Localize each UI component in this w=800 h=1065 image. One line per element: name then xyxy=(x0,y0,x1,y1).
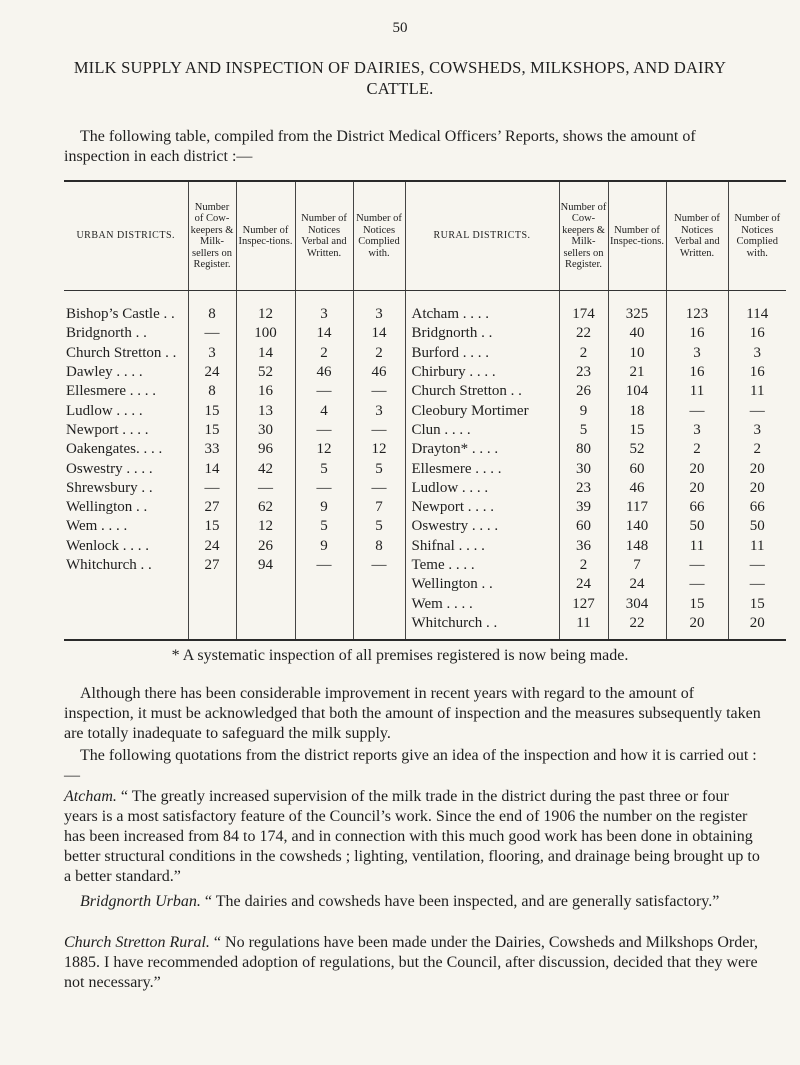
urban-keepers-cell xyxy=(188,594,236,613)
header-rural-inspections: Number of Inspec-tions. xyxy=(608,181,666,291)
rural-notices-complied-cell: 3 xyxy=(728,344,786,363)
urban-inspections-cell: 26 xyxy=(236,537,295,556)
quote-church-stretton-label: Church Stretton Rural. xyxy=(64,934,210,951)
urban-notices-verbal-cell: — xyxy=(295,421,353,440)
urban-keepers-cell xyxy=(188,575,236,594)
urban-district-cell: Oakengates. . . . xyxy=(66,441,163,458)
urban-notices-verbal-cell: 9 xyxy=(295,498,353,517)
rural-inspections-cell: 148 xyxy=(608,537,666,556)
rural-notices-verbal-cell: 2 xyxy=(666,440,728,459)
rural-keepers-cell: 5 xyxy=(559,421,608,440)
rural-inspections-cell: 22 xyxy=(608,614,666,640)
urban-keepers-cell: 8 xyxy=(188,382,236,401)
urban-keepers-cell: — xyxy=(188,479,236,498)
urban-notices-complied-cell: 46 xyxy=(353,363,405,382)
table-row xyxy=(64,614,786,640)
quote-atcham-text: “ The greatly increased supervision of the milk trade in the district during the past three or four years is a most satisfactory feature of the Council’s work. Since the end of 1906 the number on the register has been increased from 84 to 174, and in connection with this much good work has been done in obtaining better structural conditions in the cowsheds ; lighting, ventilation, flooring, and drainage being brought up to a better standard.” xyxy=(64,788,760,885)
table-row xyxy=(64,479,786,498)
rural-keepers-cell: 26 xyxy=(559,382,608,401)
rural-keepers-cell: 2 xyxy=(559,556,608,575)
rural-notices-complied-cell: — xyxy=(728,556,786,575)
table-row xyxy=(64,575,786,594)
table-row xyxy=(64,459,786,478)
rural-notices-verbal-cell: 3 xyxy=(666,421,728,440)
rural-notices-complied-cell: 114 xyxy=(728,291,786,325)
header-rural-notices-complied: Number of Notices Complied with. xyxy=(728,181,786,291)
page-number: 50 xyxy=(392,20,408,36)
intro-text: The following table, compiled from the District Medical Officers’ Reports, shows the amount of inspection in each district :— xyxy=(64,128,696,165)
urban-district-cell: Shrewsbury . . xyxy=(66,479,153,496)
urban-inspections-cell: 62 xyxy=(236,498,295,517)
rural-keepers-cell: 174 xyxy=(559,291,608,325)
rural-notices-complied-cell: — xyxy=(728,575,786,594)
rural-notices-complied-cell: 11 xyxy=(728,382,786,401)
urban-inspections-cell: 12 xyxy=(236,517,295,536)
urban-notices-verbal-cell: 46 xyxy=(295,363,353,382)
quote-church-stretton xyxy=(64,933,764,993)
rural-notices-complied-cell: 50 xyxy=(728,517,786,536)
header-rural-notices-verbal: Number of Notices Verbal and Written. xyxy=(666,181,728,291)
rural-notices-verbal-cell: 3 xyxy=(666,344,728,363)
rural-notices-complied-cell: 2 xyxy=(728,440,786,459)
quote-bridgnorth-text: “ The dairies and cowsheds have been inspected, and are generally satisfactory.” xyxy=(200,893,720,910)
rural-district-cell: Teme . . . . xyxy=(405,556,559,575)
table-row xyxy=(64,440,786,459)
urban-keepers-cell: 27 xyxy=(188,498,236,517)
urban-notices-complied-cell: 5 xyxy=(353,517,405,536)
header-urban-districts: URBAN DISTRICTS. xyxy=(64,181,188,291)
rural-notices-complied-cell: 15 xyxy=(728,594,786,613)
rural-notices-verbal-cell: 20 xyxy=(666,459,728,478)
rural-district-cell: Drayton* . . . . xyxy=(405,440,559,459)
urban-district-cell: Bishop’s Castle . . xyxy=(66,306,175,323)
urban-keepers-cell xyxy=(188,614,236,640)
urban-inspections-cell: 94 xyxy=(236,556,295,575)
urban-notices-complied-cell: — xyxy=(353,479,405,498)
urban-keepers-cell: 15 xyxy=(188,421,236,440)
urban-notices-verbal-cell: 14 xyxy=(295,324,353,343)
table-row xyxy=(64,401,786,420)
table-row xyxy=(64,382,786,401)
rural-inspections-cell: 117 xyxy=(608,498,666,517)
urban-notices-verbal-cell: 4 xyxy=(295,401,353,420)
urban-district-cell: Oswestry . . . . xyxy=(66,460,153,477)
urban-notices-complied-cell: 3 xyxy=(353,401,405,420)
table-row xyxy=(64,556,786,575)
urban-inspections-cell: 100 xyxy=(236,324,295,343)
rural-notices-verbal-cell: 123 xyxy=(666,291,728,325)
rural-keepers-cell: 23 xyxy=(559,479,608,498)
rural-notices-complied-cell: 16 xyxy=(728,363,786,382)
urban-district-cell xyxy=(64,594,188,613)
urban-notices-verbal-cell: 9 xyxy=(295,537,353,556)
urban-keepers-cell: 33 xyxy=(188,440,236,459)
rural-notices-complied-cell: 66 xyxy=(728,498,786,517)
urban-inspections-cell xyxy=(236,575,295,594)
urban-notices-complied-cell: 8 xyxy=(353,537,405,556)
urban-notices-complied-cell: 7 xyxy=(353,498,405,517)
table-header-row xyxy=(64,181,786,291)
urban-notices-complied-cell xyxy=(353,594,405,613)
table-row xyxy=(64,324,786,343)
urban-notices-verbal-cell xyxy=(295,614,353,640)
header-urban-notices-complied: Number of Notices Complied with. xyxy=(353,181,405,291)
table-row xyxy=(64,421,786,440)
rural-district-cell: Clun . . . . xyxy=(405,421,559,440)
urban-district-cell: Ellesmere . . . . xyxy=(66,383,156,400)
rural-district-cell: Ellesmere . . . . xyxy=(405,459,559,478)
rural-keepers-cell: 30 xyxy=(559,459,608,478)
rural-notices-verbal-cell: 16 xyxy=(666,324,728,343)
urban-district-cell: Church Stretton . . xyxy=(66,344,177,361)
rural-notices-complied-cell: — xyxy=(728,401,786,420)
footnote: * A systematic inspection of all premises registered is now being made. xyxy=(171,647,629,664)
urban-district-cell: Wem . . . . xyxy=(66,518,128,535)
urban-keepers-cell: 15 xyxy=(188,517,236,536)
rural-notices-verbal-cell: 20 xyxy=(666,479,728,498)
urban-inspections-cell: 16 xyxy=(236,382,295,401)
urban-notices-verbal-cell: 5 xyxy=(295,459,353,478)
urban-notices-complied-cell xyxy=(353,575,405,594)
urban-keepers-cell: 24 xyxy=(188,363,236,382)
rural-district-cell: Ludlow . . . . xyxy=(405,479,559,498)
urban-keepers-cell: 3 xyxy=(188,344,236,363)
urban-district-cell xyxy=(64,614,188,640)
urban-inspections-cell: 52 xyxy=(236,363,295,382)
urban-inspections-cell: 13 xyxy=(236,401,295,420)
rural-notices-verbal-cell: — xyxy=(666,401,728,420)
urban-notices-complied-cell: 5 xyxy=(353,459,405,478)
urban-keepers-cell: 15 xyxy=(188,401,236,420)
urban-district-cell: Bridgnorth . . xyxy=(66,325,147,342)
rural-notices-verbal-cell: 20 xyxy=(666,614,728,640)
header-rural-districts: RURAL DISTRICTS. xyxy=(405,181,559,291)
quote-church-stretton-text: “ No regulations have been made under the Dairies, Cowsheds and Milkshops Order, 1885. I have recommended adoption of regulations, but the Council, after discussion, decided that they were not necessary.” xyxy=(64,934,759,991)
rural-district-cell: Oswestry . . . . xyxy=(405,517,559,536)
paragraph-quotations-intro: The following quotations from the district reports give an idea of the inspection and how it is carried out :— xyxy=(64,747,757,784)
urban-inspections-cell: 14 xyxy=(236,344,295,363)
rural-inspections-cell: 15 xyxy=(608,421,666,440)
rural-notices-verbal-cell: — xyxy=(666,556,728,575)
rural-keepers-cell: 36 xyxy=(559,537,608,556)
table-row xyxy=(64,363,786,382)
rural-inspections-cell: 140 xyxy=(608,517,666,536)
urban-district-cell: Whitchurch . . xyxy=(66,557,152,573)
urban-notices-complied-cell: — xyxy=(353,421,405,440)
rural-district-cell: Wem . . . . xyxy=(405,594,559,613)
urban-district-cell xyxy=(64,575,188,594)
rural-notices-verbal-cell: 11 xyxy=(666,537,728,556)
rural-district-cell: Atcham . . . . xyxy=(405,291,559,325)
urban-notices-complied-cell: — xyxy=(353,382,405,401)
rural-keepers-cell: 22 xyxy=(559,324,608,343)
table-row xyxy=(64,498,786,517)
rural-district-cell: Whitchurch . . xyxy=(405,614,559,640)
paragraph-improvement: Although there has been considerable improvement in recent years with regard to the amount of inspection, it must be acknowledged that both the amount of inspection and the measures subsequently taken are totally inadequate to safeguard the milk supply. xyxy=(64,685,761,742)
urban-keepers-cell: — xyxy=(188,324,236,343)
rural-inspections-cell: 46 xyxy=(608,479,666,498)
rural-inspections-cell: 325 xyxy=(608,291,666,325)
rural-inspections-cell: 7 xyxy=(608,556,666,575)
rural-inspections-cell: 40 xyxy=(608,324,666,343)
rural-inspections-cell: 104 xyxy=(608,382,666,401)
rural-district-cell: Shifnal . . . . xyxy=(405,537,559,556)
urban-notices-verbal-cell: 12 xyxy=(295,440,353,459)
urban-keepers-cell: 27 xyxy=(188,556,236,575)
header-rural-keepers: Number of Cow-keepers & Milk-sellers on Register. xyxy=(559,181,608,291)
urban-notices-verbal-cell: — xyxy=(295,479,353,498)
urban-notices-verbal-cell xyxy=(295,575,353,594)
urban-inspections-cell: 12 xyxy=(236,291,295,325)
rural-keepers-cell: 9 xyxy=(559,401,608,420)
urban-inspections-cell xyxy=(236,614,295,640)
rural-district-cell: Wellington . . xyxy=(405,575,559,594)
rural-notices-complied-cell: 20 xyxy=(728,614,786,640)
rural-inspections-cell: 10 xyxy=(608,344,666,363)
urban-notices-verbal-cell xyxy=(295,594,353,613)
urban-notices-complied-cell: — xyxy=(353,556,405,575)
table-row xyxy=(64,344,786,363)
rural-notices-complied-cell: 3 xyxy=(728,421,786,440)
rural-keepers-cell: 11 xyxy=(559,614,608,640)
rural-notices-verbal-cell: 16 xyxy=(666,363,728,382)
urban-inspections-cell: 96 xyxy=(236,440,295,459)
urban-district-cell: Wenlock . . . . xyxy=(66,537,149,554)
rural-keepers-cell: 2 xyxy=(559,344,608,363)
header-urban-notices-verbal: Number of Notices Verbal and Written. xyxy=(295,181,353,291)
table-row xyxy=(64,517,786,536)
urban-notices-complied-cell: 3 xyxy=(353,291,405,325)
rural-inspections-cell: 21 xyxy=(608,363,666,382)
table-body xyxy=(64,291,786,641)
urban-district-cell: Newport . . . . xyxy=(66,421,149,438)
urban-notices-verbal-cell: 2 xyxy=(295,344,353,363)
rural-district-cell: Chirbury . . . . xyxy=(405,363,559,382)
urban-inspections-cell: — xyxy=(236,479,295,498)
urban-keepers-cell: 24 xyxy=(188,537,236,556)
urban-district-cell: Ludlow . . . . xyxy=(66,402,143,419)
urban-notices-complied-cell xyxy=(353,614,405,640)
quote-bridgnorth xyxy=(64,892,764,912)
rural-notices-complied-cell: 20 xyxy=(728,459,786,478)
rural-inspections-cell: 18 xyxy=(608,401,666,420)
rural-keepers-cell: 60 xyxy=(559,517,608,536)
rural-notices-verbal-cell: 66 xyxy=(666,498,728,517)
rural-district-cell: Cleobury Mortimer xyxy=(405,401,559,420)
urban-district-cell: Dawley . . . . xyxy=(66,364,143,381)
header-urban-inspections: Number of Inspec-tions. xyxy=(236,181,295,291)
rural-keepers-cell: 39 xyxy=(559,498,608,517)
urban-notices-verbal-cell: — xyxy=(295,382,353,401)
rural-notices-verbal-cell: 15 xyxy=(666,594,728,613)
urban-notices-verbal-cell: 3 xyxy=(295,291,353,325)
table-row xyxy=(64,537,786,556)
rural-district-cell: Church Stretton . . xyxy=(405,382,559,401)
rural-keepers-cell: 80 xyxy=(559,440,608,459)
quote-atcham-label: Atcham. xyxy=(64,788,117,805)
urban-district-cell: Wellington . . xyxy=(66,499,148,516)
urban-notices-complied-cell: 2 xyxy=(353,344,405,363)
rural-district-cell: Newport . . . . xyxy=(405,498,559,517)
page-title: MILK SUPPLY AND INSPECTION OF DAIRIES, COWSHEDS, MILKSHOPS, AND DAIRY CATTLE. xyxy=(73,58,727,98)
rural-inspections-cell: 52 xyxy=(608,440,666,459)
urban-notices-verbal-cell: 5 xyxy=(295,517,353,536)
rural-keepers-cell: 24 xyxy=(559,575,608,594)
header-urban-keepers: Number of Cow-keepers & Milk-sellers on Register. xyxy=(188,181,236,291)
rural-keepers-cell: 127 xyxy=(559,594,608,613)
rural-notices-complied-cell: 20 xyxy=(728,479,786,498)
rural-notices-complied-cell: 16 xyxy=(728,324,786,343)
quote-atcham xyxy=(64,787,764,887)
urban-inspections-cell xyxy=(236,594,295,613)
rural-inspections-cell: 60 xyxy=(608,459,666,478)
rural-notices-complied-cell: 11 xyxy=(728,537,786,556)
rural-inspections-cell: 304 xyxy=(608,594,666,613)
rural-district-cell: Bridgnorth . . xyxy=(405,324,559,343)
rural-notices-verbal-cell: 50 xyxy=(666,517,728,536)
urban-inspections-cell: 30 xyxy=(236,421,295,440)
urban-keepers-cell: 8 xyxy=(188,291,236,325)
rural-notices-verbal-cell: — xyxy=(666,575,728,594)
table-row xyxy=(64,594,786,613)
urban-notices-verbal-cell: — xyxy=(295,556,353,575)
rural-district-cell: Burford . . . . xyxy=(405,344,559,363)
intro-paragraph xyxy=(64,127,764,167)
urban-notices-complied-cell: 14 xyxy=(353,324,405,343)
urban-notices-complied-cell: 12 xyxy=(353,440,405,459)
urban-keepers-cell: 14 xyxy=(188,459,236,478)
rural-notices-verbal-cell: 11 xyxy=(666,382,728,401)
quote-bridgnorth-label: Bridgnorth Urban. xyxy=(80,893,201,910)
rural-keepers-cell: 23 xyxy=(559,363,608,382)
inspection-table xyxy=(64,180,786,641)
rural-inspections-cell: 24 xyxy=(608,575,666,594)
urban-inspections-cell: 42 xyxy=(236,459,295,478)
table-row xyxy=(64,291,786,325)
